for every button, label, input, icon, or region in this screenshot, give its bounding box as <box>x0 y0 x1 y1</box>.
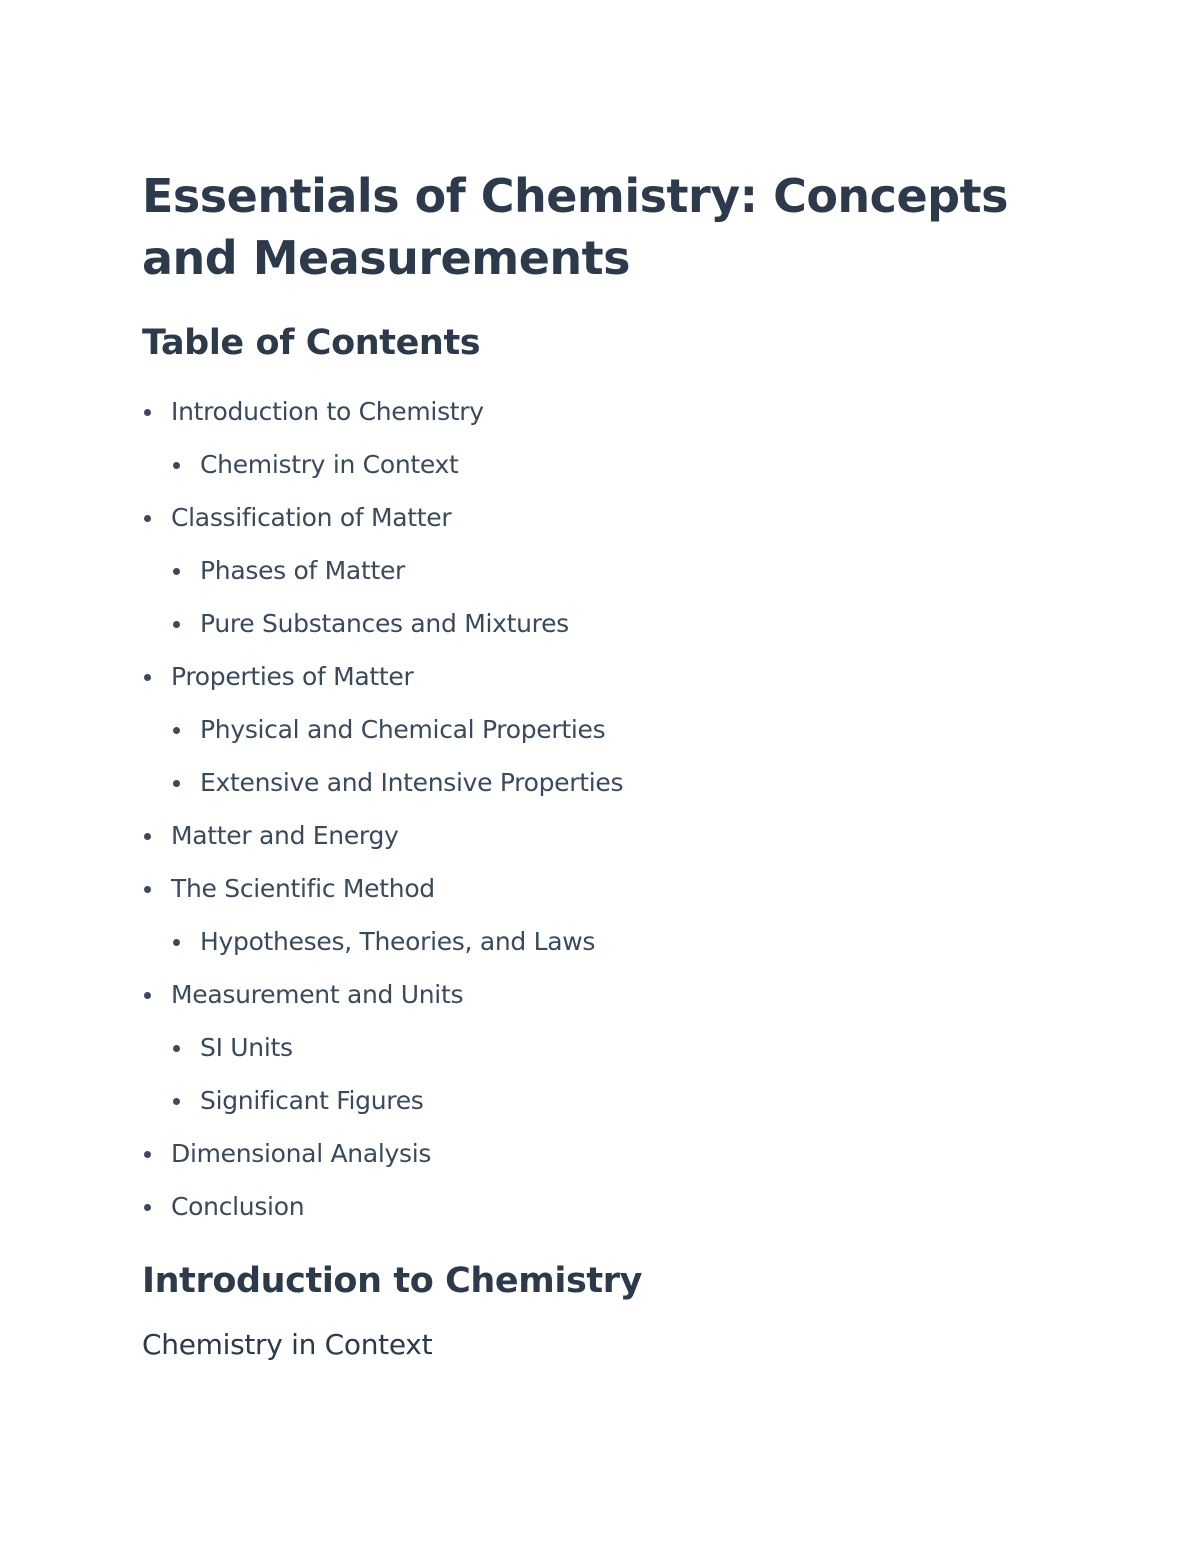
bullet-icon <box>144 992 151 999</box>
toc-item[interactable] <box>142 756 1072 809</box>
toc-item[interactable] <box>142 544 1072 597</box>
bullet-icon <box>144 515 151 522</box>
toc-item[interactable] <box>142 1021 1072 1074</box>
toc-item-label: Significant Figures <box>200 1086 424 1115</box>
toc-item[interactable] <box>142 703 1072 756</box>
toc-item[interactable] <box>142 1180 1072 1233</box>
toc-item[interactable] <box>142 491 1072 544</box>
bullet-icon <box>173 1098 180 1105</box>
bullet-icon <box>173 1045 180 1052</box>
table-of-contents <box>142 385 1072 1233</box>
bullet-icon <box>144 833 151 840</box>
toc-item-label: Dimensional Analysis <box>171 1139 432 1168</box>
toc-item-label: The Scientific Method <box>171 874 435 903</box>
document-title: Essentials of Chemistry: Concepts and Measurements <box>142 169 1008 285</box>
toc-item-label: Introduction to Chemistry <box>171 397 484 426</box>
toc-item-label: Properties of Matter <box>171 662 414 691</box>
bullet-icon <box>173 621 180 628</box>
toc-item[interactable] <box>142 385 1072 438</box>
bullet-icon <box>144 674 151 681</box>
toc-item-label: Physical and Chemical Properties <box>200 715 606 744</box>
toc-heading: Table of Contents <box>142 323 481 363</box>
toc-item-label: Measurement and Units <box>171 980 464 1009</box>
toc-item[interactable] <box>142 862 1072 915</box>
bullet-icon <box>173 780 180 787</box>
toc-item-label: Pure Substances and Mixtures <box>200 609 569 638</box>
toc-item-label: Hypotheses, Theories, and Laws <box>200 927 596 956</box>
bullet-icon <box>173 462 180 469</box>
toc-item-label: Matter and Energy <box>171 821 399 850</box>
section-heading: Introduction to Chemistry <box>142 1261 642 1301</box>
toc-item[interactable] <box>142 1074 1072 1127</box>
toc-item-label: Conclusion <box>171 1192 305 1221</box>
bullet-icon <box>173 939 180 946</box>
document-page <box>142 165 1072 1365</box>
toc-item[interactable] <box>142 809 1072 862</box>
toc-item-label: Chemistry in Context <box>200 450 459 479</box>
bullet-icon <box>173 568 180 575</box>
bullet-icon <box>144 1151 151 1158</box>
toc-item[interactable] <box>142 597 1072 650</box>
bullet-icon <box>144 886 151 893</box>
toc-item-label: Extensive and Intensive Properties <box>200 768 624 797</box>
bullet-icon <box>144 1204 151 1211</box>
toc-item[interactable] <box>142 650 1072 703</box>
toc-item-label: SI Units <box>200 1033 293 1062</box>
bullet-icon <box>173 727 180 734</box>
toc-item[interactable] <box>142 438 1072 491</box>
toc-item[interactable] <box>142 968 1072 1021</box>
toc-item[interactable] <box>142 1127 1072 1180</box>
toc-item-label: Phases of Matter <box>200 556 406 585</box>
subsection-heading: Chemistry in Context <box>142 1328 433 1361</box>
toc-item-label: Classification of Matter <box>171 503 452 532</box>
bullet-icon <box>144 409 151 416</box>
toc-item[interactable] <box>142 915 1072 968</box>
